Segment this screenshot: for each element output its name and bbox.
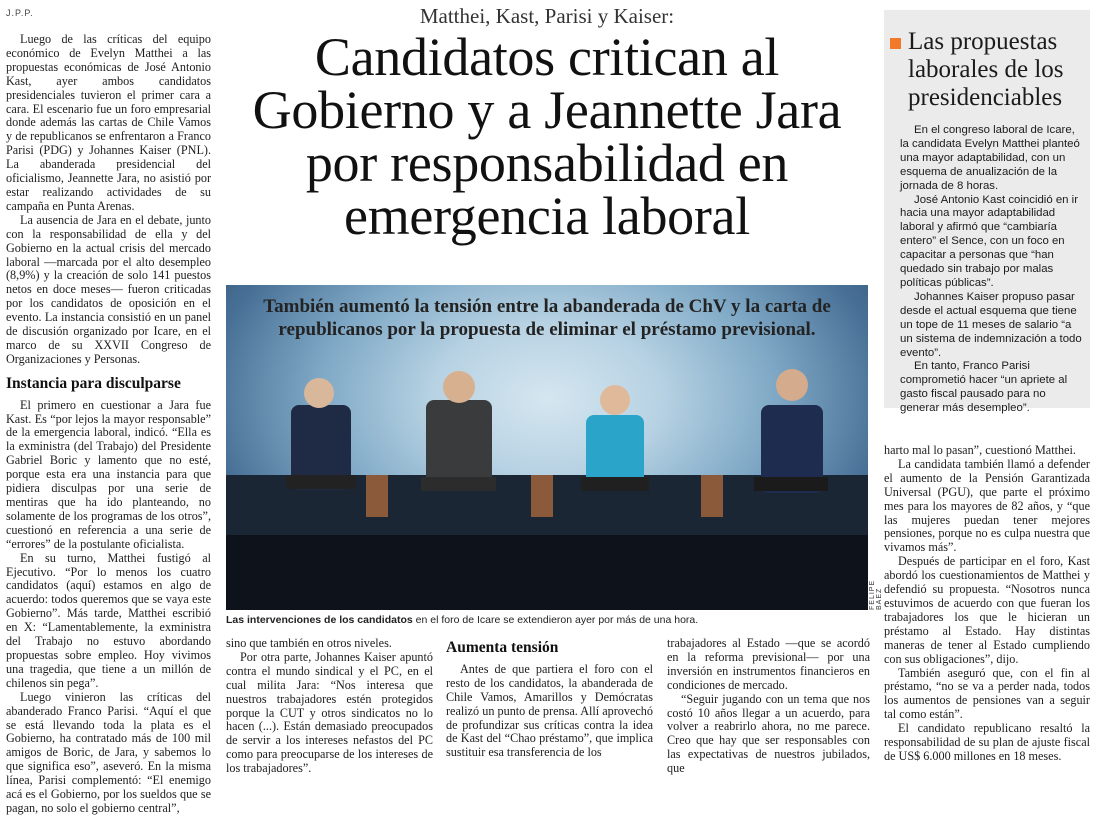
article-column-1 bbox=[6, 32, 211, 815]
paragraph: José Antonio Kast coincidió en ir hacia una mayor adaptabilidad laboral y afirmó que “cambiaría entero” el Sence, con un foco en capacitar a personas que “han quedado sin trabajo por malas políticas públicas”. bbox=[900, 193, 1078, 289]
paragraph: También aseguró que, con el fin al préstamo, “no se va a perder nada, todos los aumentos de pensiones van a seguir tal como están”. bbox=[884, 665, 1090, 722]
sidebar-body bbox=[900, 124, 1084, 415]
paragraph: El primero en cuestionar a Jara fue Kast. Es “por lejos la mayor responsable” de la emergencia laboral, indicó. “Ella es la exministra (del Trabajo) del Presidente Gabriel Boric y lamento que no esté, porque esta era una instancia para que pidiera disculpas por una serie de mentiras que ha ido planteando, no solamente de los programas de los otros”, cuestionó en referencia a una serie de “errores” de la postulante oficialista. bbox=[6, 397, 211, 551]
paragraph: El candidato republicano resaltó la responsabilidad de su plan de ajuste fiscal de US$ 6.000 millones en 18 meses. bbox=[884, 721, 1090, 763]
side-table bbox=[366, 475, 388, 517]
paragraph: trabajadores al Estado —que se acordó en la reforma previsional— por una inversión en instrumentos financieros en condiciones de mercado. bbox=[667, 636, 870, 692]
orange-square-icon bbox=[890, 38, 901, 49]
paragraph: sino que también en otros niveles. bbox=[226, 636, 392, 650]
article-photo bbox=[226, 285, 868, 610]
subheading: Instancia para disculparse bbox=[6, 374, 181, 392]
caption-text: en el foro de Icare se extendieron ayer por más de una hora. bbox=[412, 614, 699, 626]
paragraph: Luego de las críticas del equipo económico de Evelyn Matthei a las propuestas económicas de José Antonio Kast, ayer ambos candidatos presidenciales tuvieron el primer cara a cara. El escenario fue un foro empresarial donde además las cartas de Chile Vamos y de republicanos se enfrentaron a Franco Parisi (PDG) y Johannes Kaiser (PNL). La abanderada presidencial del oficialismo, Jeannette Jara, no asistió por estar realizando actividades de su campaña en Punta Arenas. bbox=[6, 32, 211, 213]
audience-area bbox=[226, 535, 868, 610]
paragraph: Johannes Kaiser propuso pasar desde el actual esquema que tiene un tope de 11 meses de salario “a un sistema de indemnización a todo evento”. bbox=[900, 290, 1082, 359]
photo-credit: FELIPE BAEZ bbox=[869, 579, 883, 610]
article-column-4 bbox=[667, 636, 870, 776]
byline: J.P.P. bbox=[6, 8, 34, 18]
paragraph: harto mal lo pasan”, cuestionó Matthei. bbox=[884, 443, 1076, 457]
panelist-3 bbox=[581, 385, 649, 491]
article-column-3 bbox=[446, 637, 653, 769]
paragraph: Por otra parte, Johannes Kaiser apuntó contra el mundo sindical y el PC, en el cual milita Jara: “Nos interesa que nuestros trabajadores estén protegidos porque la CUT y otros sindicatos no lo hacen (...). Están demasiado preocupados de servir a los intereses nefastos del PC como para preocuparse de los intereses de los trabajadores”. bbox=[226, 649, 433, 776]
kicker: Matthei, Kast, Parisi y Kaiser: bbox=[419, 4, 675, 28]
paragraph: La ausencia de Jara en el debate, junto con la responsabilidad de ella y del Gobierno en la actual crisis del mercado laboral —marcada por el alto desempleo (8,9%) y la creación de solo 141 puestos netos en doce meses— fueron criticadas por los candidatos de oposición en el evento. La instancia consistió en un panel de discusión organizado por Icare, en el marco de su XXVII Congreso de Organizaciones y Personas. bbox=[6, 212, 211, 366]
paragraph: La candidata también llamó a defender el aumento de la Pensión Garantizada Universal (PGU), que parte el próximo mes para los mayores de 82 años, y “que las mujeres puedan tener mejores pensiones, porque no es culpa nuestra que vivamos más”. bbox=[884, 456, 1090, 555]
side-table bbox=[531, 475, 553, 517]
photo-caption bbox=[226, 614, 868, 626]
subheading: Aumenta tensión bbox=[446, 639, 559, 656]
caption-lead: Las intervenciones de los candidatos bbox=[226, 614, 413, 626]
deck: También aumentó la tensión entre la abanderada de ChV y la carta de republicanos por la propuesta de eliminar el préstamo previsional. bbox=[263, 296, 831, 340]
paragraph: Antes de que partiera el foro con el resto de los candidatos, la abanderada de Chile Vamos, Amarillos y Demócratas realizó un punto de prensa. Allí aprovechó de profundizar sus críticas contra la idea de Kast del “Chao préstamo”, que implica sustituir esa transferencia de los bbox=[446, 661, 653, 760]
paragraph: En el congreso laboral de Icare, la candidata Evelyn Matthei planteó una mayor adaptabilidad, con un esquema de anualización de la jornada de 8 horas. bbox=[900, 124, 1080, 192]
panelist-2 bbox=[421, 371, 496, 491]
panelist-4 bbox=[754, 369, 828, 493]
paragraph: “Seguir jugando con un tema que nos costó 10 años llegar a un acuerdo, para volver a reabrirlo ahora, no me parece. Creo que hay que ser responsables con las expectativas de nuestros jubilados, que bbox=[667, 691, 870, 776]
article-column-2 bbox=[226, 636, 433, 776]
sidebar-title: Las propuestas laborales de los presidenciables bbox=[908, 28, 1064, 111]
paragraph: En su turno, Matthei fustigó al Ejecutivo. “Por lo menos los cuatro candidatos (aquí) estamos en algo de acuerdo: todos queremos que se vaya este Gobierno”. Más tarde, Matthei escribió en X: “Lamentablemente, la exministra del Trabajo no estuvo abordando propuestas sobre empleo. Hoy vivimos una tragedia, que tiene a un millón de chilenos sin pega”. bbox=[6, 550, 211, 690]
paragraph: Luego vinieron las críticas del abanderado Franco Parisi. “Aquí el que se está llevando toda la plata es el Gobierno, ha contratado más de 100 mil amigos de Boric, de Jara, y sabemos lo que significa eso”, aseveró. En la misma línea, Parisi complementó: “El enemigo acá es el Gobierno, por los sueldos que se pagan, no solo el gobierno central”, bbox=[6, 689, 211, 815]
headline: Candidatos critican al Gobierno y a Jeannette Jara por responsabilidad en emergencia laboral bbox=[252, 27, 842, 246]
sidebar-box bbox=[884, 10, 1090, 415]
panelist-1 bbox=[286, 378, 356, 490]
paragraph: Después de participar en el foro, Kast abordó los cuestionamientos de Matthei y defendió su propuesta. “Nosotros nunca estuvimos de acuerdo con que fueran los trabajadores los que le hicieran un préstamo al Estado. Hay distintas maneras de tener al Estado cumpliendo con sus obligaciones”, dijo. bbox=[884, 554, 1090, 666]
article-column-5 bbox=[884, 444, 1090, 769]
side-table bbox=[701, 475, 723, 517]
paragraph: En tanto, Franco Parisi comprometió hacer “un apriete al gasto fiscal pausado para no generar más desempleo”. bbox=[900, 360, 1068, 415]
